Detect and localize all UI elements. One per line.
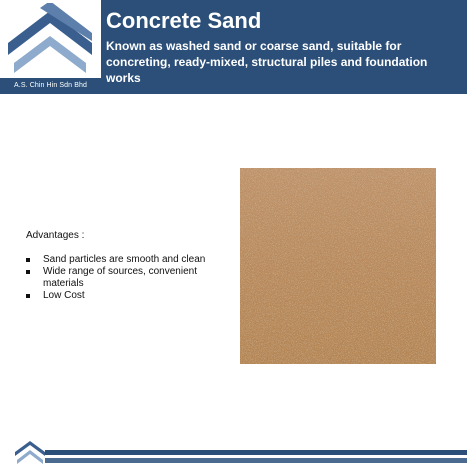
advantages-heading: Advantages : (26, 230, 85, 241)
advantage-text: Low Cost (43, 290, 85, 301)
bullet-icon (26, 294, 30, 298)
footer-bar (45, 450, 467, 467)
bullet-icon (26, 258, 30, 262)
header-banner (0, 0, 467, 94)
logo-container (0, 0, 101, 94)
page-subtitle: Known as washed sand or coarse sand, suitable for concreting, ready-mixed, structural piles and foundation works (106, 39, 428, 85)
footer-line (45, 450, 467, 455)
advantage-text: Sand particles are smooth and clean (43, 254, 206, 265)
footer-line (45, 458, 467, 463)
company-logo-icon (4, 3, 98, 77)
advantage-text: Wide range of sources, convenient materials (43, 266, 197, 289)
sand-photo (240, 168, 436, 364)
bullet-icon (26, 270, 30, 274)
advantage-item (26, 254, 231, 266)
footer-logo-icon (14, 440, 46, 466)
page-title: Concrete Sand (106, 8, 262, 33)
company-name: A.S. Chin Hin Sdn Bhd (0, 78, 101, 94)
advantage-item (26, 266, 231, 290)
advantage-item (26, 290, 231, 302)
advantages-list (26, 254, 231, 302)
